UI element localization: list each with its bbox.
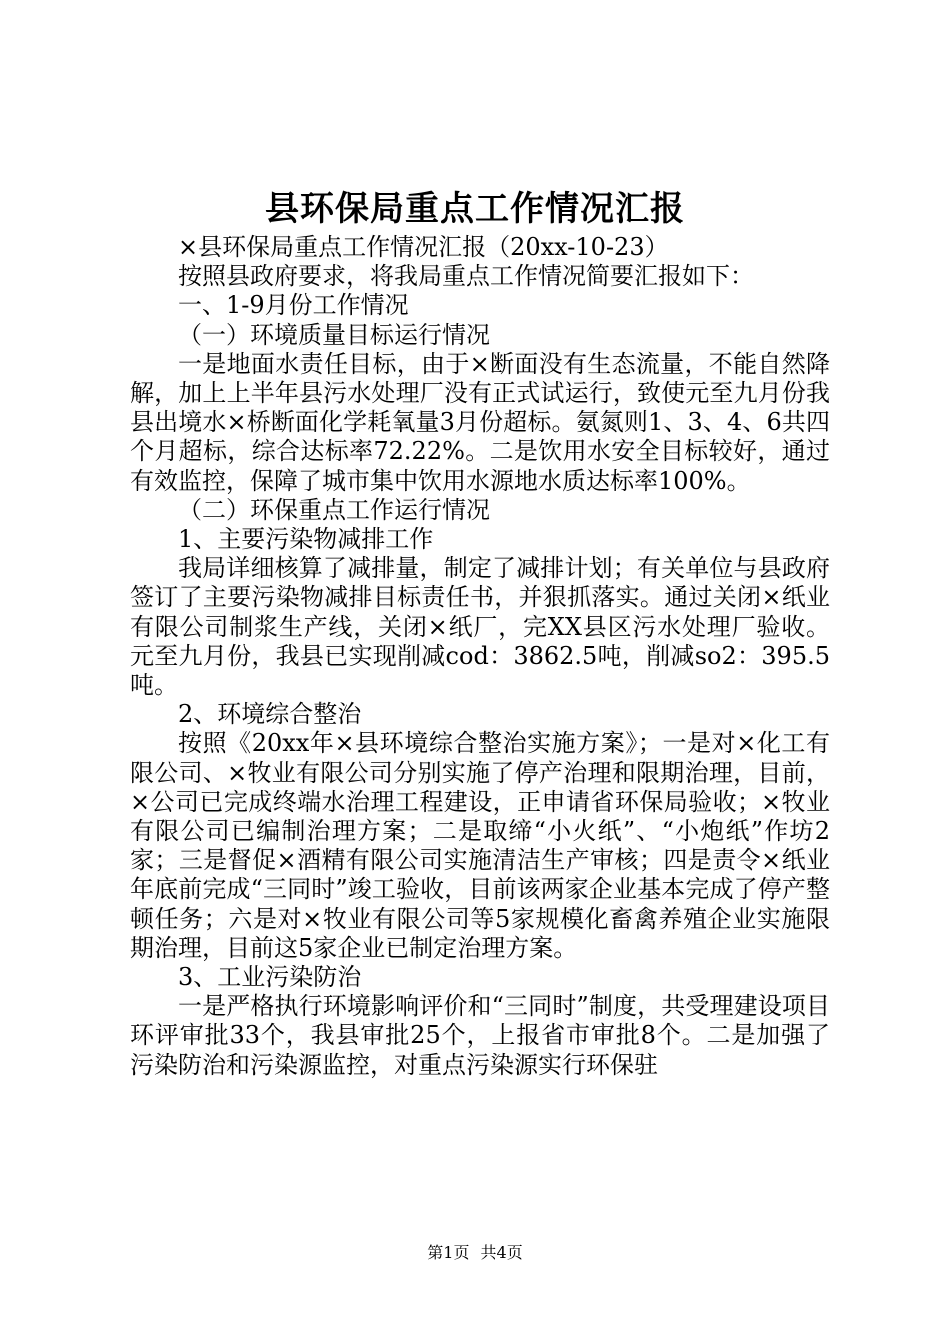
body-paragraph: 一是严格执行环境影响评价和“三同时”制度，共受理建设项目环评审批33个，我县审批25个，上报省市审批8个。二是加强了污染防治和污染源监控，对重点污染源实行环保驻 xyxy=(130,992,830,1079)
item-heading-1: 1、主要污染物减排工作 xyxy=(178,525,434,554)
document-title: 县环保局重点工作情况汇报 xyxy=(265,189,685,229)
page-number: 第1页 xyxy=(427,1243,470,1262)
item-heading-3: 3、工业污染防治 xyxy=(178,963,362,992)
page-footer xyxy=(0,1241,950,1265)
subsection-heading-2: （二）环保重点工作运行情况 xyxy=(178,495,490,524)
body-paragraph: 我局详细核算了减排量，制定了减排计划；有关单位与县政府签订了主要污染物减排目标责任书，并狠抓落实。通过关闭×纸业有限公司制浆生产线，关闭×纸厂，完XX县区污水处理厂验收。元至九月份，我县已实现削减cod：3862.5吨，削减so2：395.5吨。 xyxy=(130,554,830,700)
report-subtitle: ×县环保局重点工作情况汇报（20xx-10-23） xyxy=(178,233,669,261)
document-body xyxy=(130,233,830,1080)
subsection-heading-1: （一）环境质量目标运行情况 xyxy=(178,320,490,349)
body-paragraph: 按照《20xx年×县环境综合整治实施方案》；一是对×化工有限公司、×牧业有限公司分别实施了停产治理和限期治理，目前，×公司已完成终端水治理工程建设，正申请省环保局验收；×牧业有限公司已编制治理方案；二是取缔“小火纸”、“小炮纸”作坊2家；三是督促×酒精有限公司实施清洁生产审核；四是责令×纸业年底前完成“三同时”竣工验收，目前该两家企业基本完成了停产整顿任务；六是对×牧业有限公司等5家规模化畜禽养殖企业实施限期治理，目前这5家企业已制定治理方案。 xyxy=(130,729,830,962)
section-heading-1: 一、1-9月份工作情况 xyxy=(178,291,409,320)
item-heading-2: 2、环境综合整治 xyxy=(178,700,362,729)
page-total: 共4页 xyxy=(480,1243,523,1262)
intro-paragraph: 按照县政府要求，将我局重点工作情况简要汇报如下： xyxy=(178,262,754,291)
body-paragraph: 一是地面水责任目标，由于×断面没有生态流量，不能自然降解，加上上半年县污水处理厂没有正式试运行，致使元至九月份我县出境水×桥断面化学耗氧量3月份超标。氨氮则1、3、4、6共四个月超标，综合达标率72.22%。二是饮用水安全目标较好，通过有效监控，保障了城市集中饮用水源地水质达标率100%。 xyxy=(130,349,830,495)
